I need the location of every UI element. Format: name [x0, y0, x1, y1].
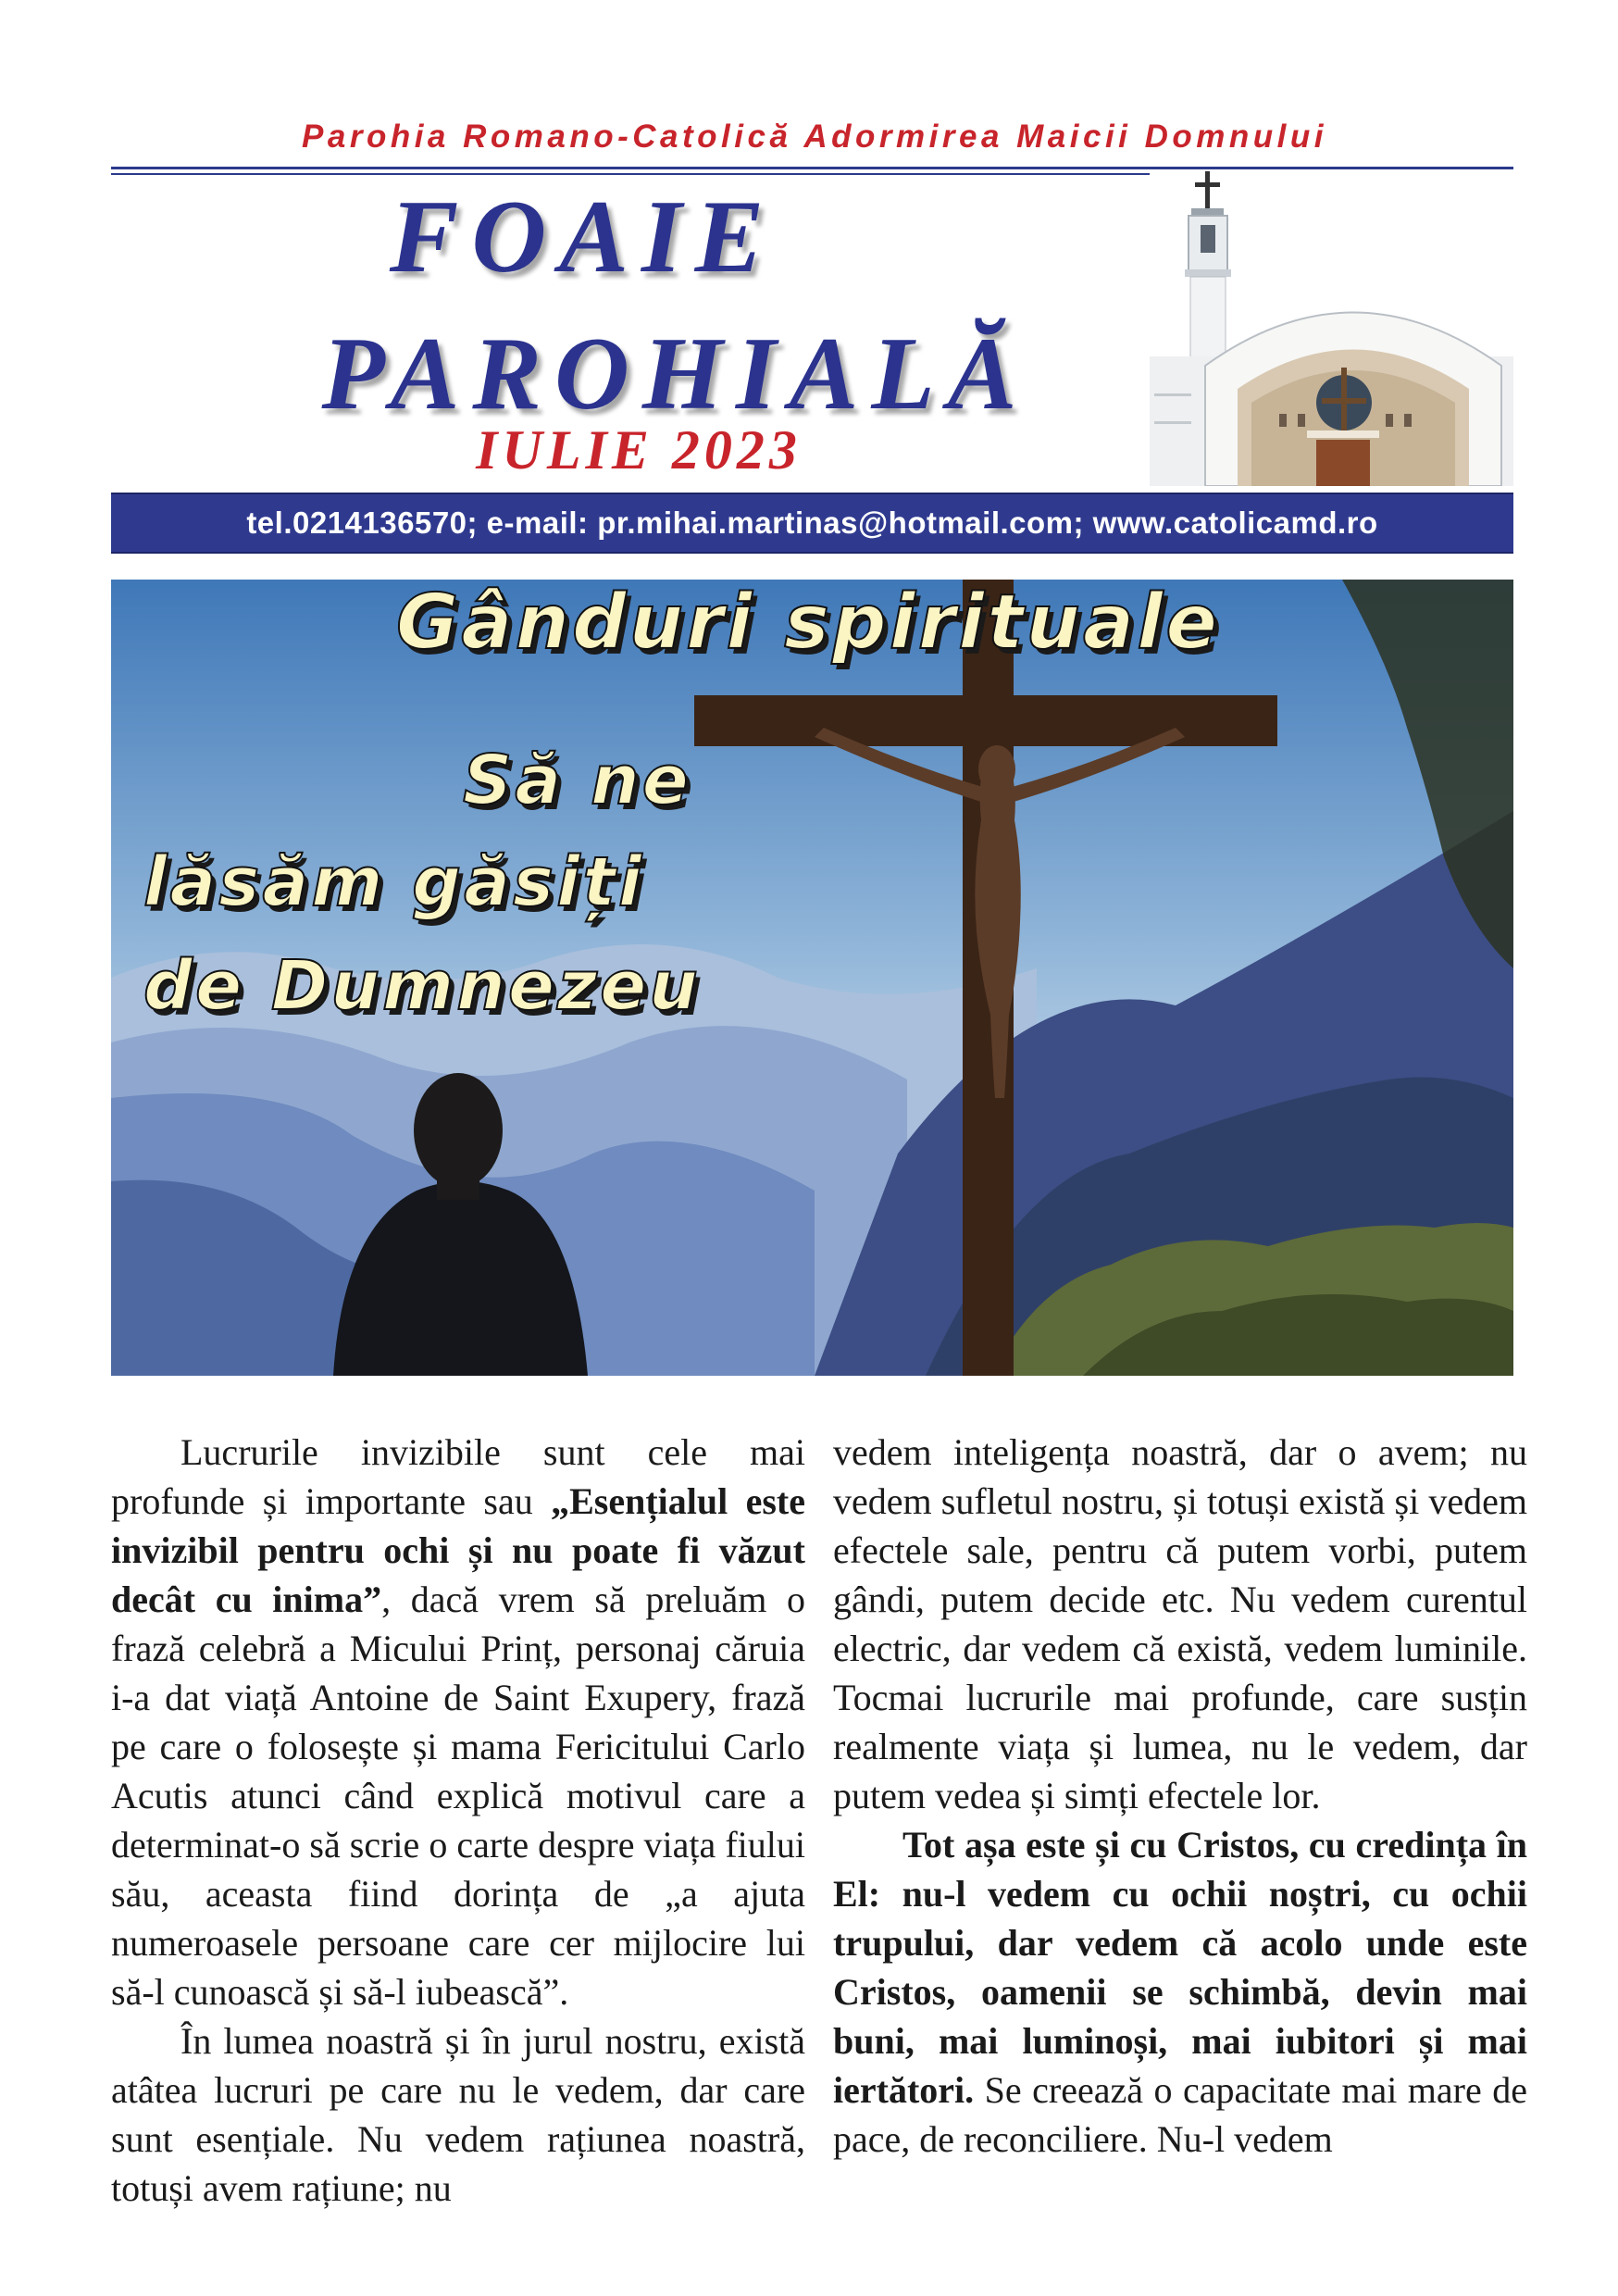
article-quote-bold: „Esențialul este invizibil pentru ochi și nu poate fi văzut decât cu inima”	[111, 1480, 805, 1620]
hero-subtitle-line-3: de Dumnezeu	[143, 946, 701, 1026]
title-line-2: PAROHIALĂ	[321, 317, 1030, 431]
article-column-2	[833, 1428, 1527, 2164]
article-paragraph	[111, 1428, 805, 2016]
article-paragraph: În lumea noastră și în jurul nostru, există atâtea lucruri pe care nu le vedem, dar care sunt esențiale. Nu vedem rațiunea noastră, totuși avem rațiune; nu	[111, 2020, 805, 2209]
contact-bar: tel.0214136570; e-mail: pr.mihai.martinas@hotmail.com; www.catolicamd.ro	[111, 493, 1513, 554]
hero-subtitle-line-2: lăsăm găsiți	[143, 842, 645, 922]
parish-name: Parohia Romano-Catolică Adormirea Maicii Domnului	[302, 119, 1327, 155]
hero-heading: Gânduri spirituale	[396, 579, 1220, 667]
article-text: , dacă vrem să preluăm o frază celebră a Micului Prinț, personaj căruia i-a dat viață Antoine de Saint Exupery, frază pe care o folosește și mama Fericitului Carlo Acutis atunci când explică motivul care a determinat-o să scrie o carte despre viața fiului său, aceasta fiind dorința de „a ajuta numeroasele persoane care cer mijlocire lui să-l cunoască și să-l iubească”.	[111, 1578, 806, 2013]
article-paragraph	[833, 1820, 1527, 2164]
hero-subtitle-line-1: Să ne	[463, 741, 691, 820]
article-paragraph: vedem inteligența noastră, dar o avem; nu vedem sufletul nostru, și totuși există și vedem efectele sale, pentru că putem vorbi, putem gândi, putem decide etc. Nu vedem curentul electric, dar vedem că există, vedem luminile. Tocmai lucrurile mai profunde, care susțin realmente viața și lumea, nu le vedem, dar putem vedea și simți efectele lor.	[833, 1431, 1527, 1816]
church-illustration	[1150, 171, 1513, 486]
title-line-1: FOAIE	[389, 180, 778, 294]
article-text: Lucrurile invizibile sunt cele mai profunde și importante sau	[111, 1431, 805, 1522]
article-text: Se creează o capacitate mai mare de pace, de reconciliere. Nu-l vedem	[833, 2069, 1527, 2160]
header-rule	[111, 167, 1513, 169]
issue-month: IULIE 2023	[476, 419, 802, 480]
article-emphasis-bold: Tot așa este și cu Cristos, cu credința în El: nu-l vedem cu ochii noștri, cu ochii trupului, dar vedem că acolo unde este Cristos, oamenii se schimbă, devin mai buni, mai luminoși, mai iubitori și mai iertători.	[833, 1824, 1527, 2111]
article-column-1	[111, 1428, 805, 2213]
